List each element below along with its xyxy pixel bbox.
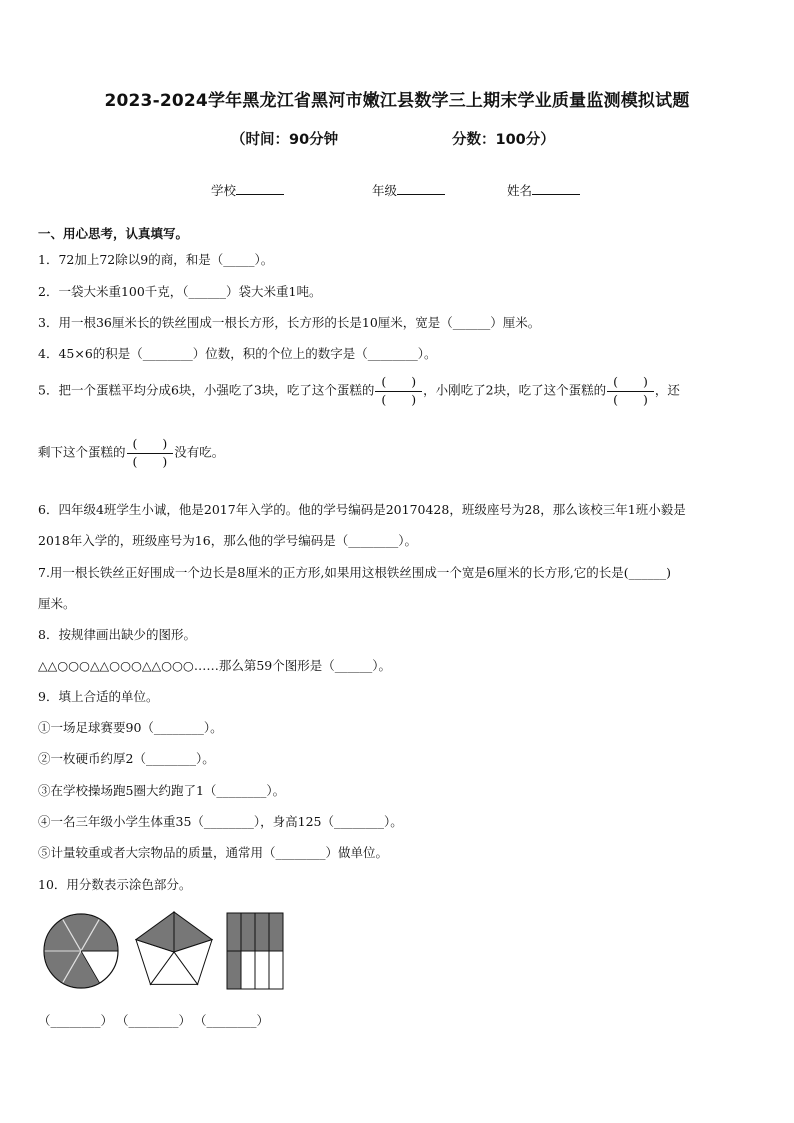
question-6-line2: 2018年入学的，班级座号为16，那么他的学号编码是（________）。: [38, 533, 417, 548]
grid-cell: [255, 951, 269, 989]
pentagon-figure: [132, 907, 216, 991]
grid-cell: [269, 913, 283, 951]
fraction-blank[interactable]: $\frac{( )}{( )}$: [607, 376, 654, 406]
q5-text-a: 5．把一个蛋糕平均分成6块，小强吃了3块，吃了这个蛋糕的: [38, 382, 375, 398]
section-title: 一、用心思考，认真填写。: [38, 226, 189, 241]
grade-field[interactable]: [372, 181, 445, 199]
q9-item-2: ②一枚硬币约厚2（________）。: [38, 751, 215, 766]
grid-cell: [227, 951, 241, 989]
question-1: 1．72加上72除以9的商，和是（_____）。: [38, 252, 274, 267]
question-9-title: 9．填上合适的单位。: [38, 689, 159, 704]
q9-item-5: ⑤计量较重或者大宗物品的质量，通常用（________）做单位。: [38, 845, 389, 860]
q9-item-1: ①一场足球赛要90（________）。: [38, 720, 223, 735]
question-4: 4．45×6的积是（________）位数，积的个位上的数字是（________）。: [38, 346, 437, 361]
school-blank[interactable]: [236, 181, 284, 195]
fraction-blank[interactable]: $\frac{( )}{( )}$: [375, 376, 422, 406]
fraction-blank[interactable]: $\frac{( )}{( )}$: [127, 438, 174, 468]
q5-text-e: 没有吃。: [174, 444, 225, 460]
question-5-line2: [38, 438, 224, 468]
name-blank[interactable]: [532, 181, 580, 195]
name-label: 姓名: [507, 183, 533, 198]
grid-cell: [269, 951, 283, 989]
question-5-line1: [38, 376, 680, 406]
question-8-pattern: △△○○○△△○○○△△○○○……那么第59个图形是（______）。: [38, 658, 391, 673]
grid-cell: [241, 951, 255, 989]
grade-label: 年级: [372, 183, 398, 198]
school-field[interactable]: [211, 181, 284, 199]
question-7-line1: 7.用一根长铁丝正好围成一个边长是8厘米的正方形,如果用这根铁丝围成一个宽是6厘米的长方形,它的长是(______): [38, 565, 672, 580]
q9-item-3: ③在学校操场跑5圈大约跑了1（________）。: [38, 783, 286, 798]
grid-cell: [241, 913, 255, 951]
question-10-title: 10．用分数表示涂色部分。: [38, 877, 192, 892]
grid-cell: [227, 913, 241, 951]
page-title: 2023-2024学年黑龙江省黑河市嫩江县数学三上期末学业质量监测模拟试题: [104, 91, 690, 111]
q5-text-c: ，还: [654, 382, 680, 398]
question-6-line1: 6．四年级4班学生小诚，他是2017年入学的。他的学号编码是20170428，班级座号为28，那么该校三年1班小毅是: [38, 502, 686, 517]
question-2: 2．一袋大米重100千克，（______）袋大米重1吨。: [38, 284, 322, 299]
grade-blank[interactable]: [397, 181, 445, 195]
grid-figure: [226, 912, 286, 990]
q10-answer-blank-3[interactable]: （________）: [194, 1013, 270, 1028]
q5-text-d: 剩下这个蛋糕的: [38, 444, 126, 460]
name-field[interactable]: [507, 181, 580, 199]
circle-figure: [40, 910, 122, 992]
question-7-line2: 厘米。: [38, 596, 76, 611]
score-info: 分数：100分）: [452, 132, 555, 148]
grid-cell: [255, 913, 269, 951]
time-info: （时间：90分钟: [231, 132, 339, 148]
q9-item-4: ④一名三年级小学生体重35（________），身高125（________）。: [38, 814, 403, 829]
q10-answer-blank-2[interactable]: （________）: [116, 1013, 192, 1028]
question-8-title: 8．按规律画出缺少的图形。: [38, 627, 196, 642]
q5-text-b: ，小刚吃了2块，吃了这个蛋糕的: [423, 382, 607, 398]
school-label: 学校: [211, 183, 237, 198]
question-3: 3．用一根36厘米长的铁丝围成一根长方形，长方形的长是10厘米，宽是（______）厘米。: [38, 315, 541, 330]
q10-answer-blank-1[interactable]: （________）: [38, 1013, 114, 1028]
